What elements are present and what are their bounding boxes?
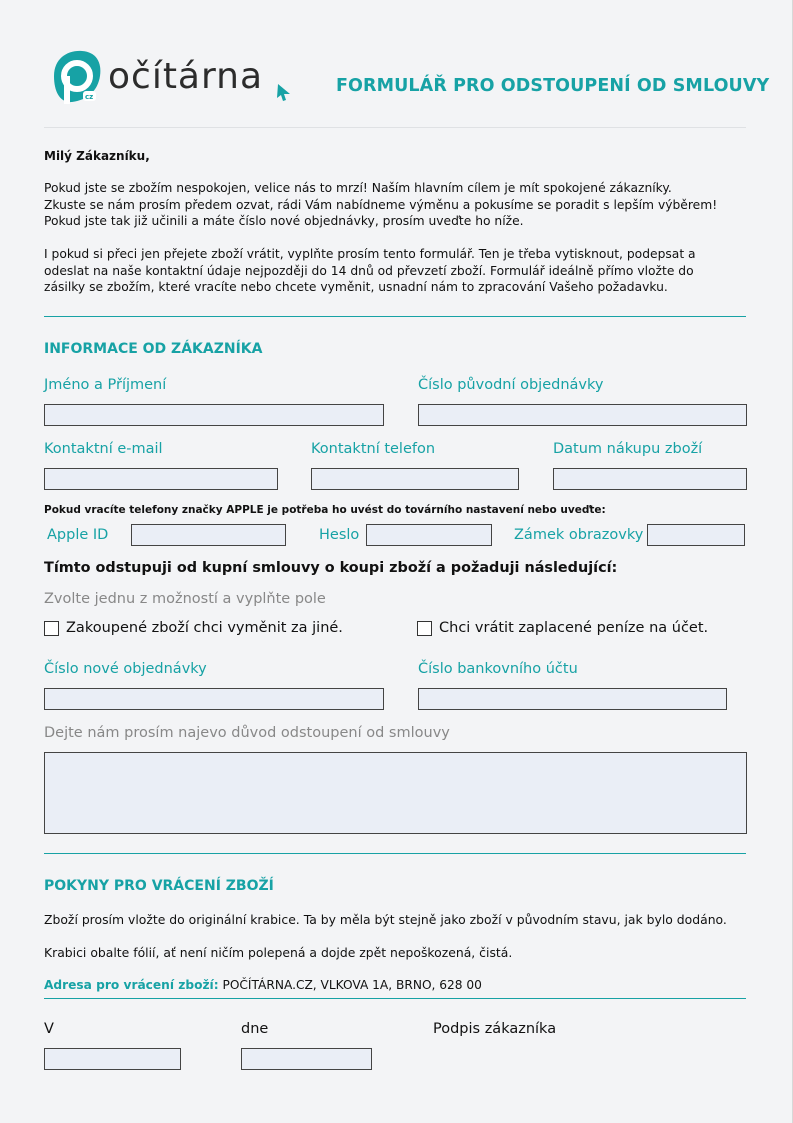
email-input[interactable] bbox=[44, 468, 278, 490]
name-input[interactable] bbox=[44, 404, 384, 426]
instruction-line-1: Zboží prosím vložte do originální krabice. Ta by měla být stejně jako zboží v původním stavu, jak bylo dodáno. bbox=[44, 912, 727, 927]
instruction-line-2: Krabici obalte fólií, ať není ničím polepená a dojde zpět nepoškozená, čistá. bbox=[44, 945, 513, 960]
exchange-checkbox[interactable] bbox=[44, 621, 59, 636]
exchange-label: Zakoupené zboží chci vyměnit za jiné. bbox=[66, 620, 343, 636]
original-order-label: Číslo původní objednávky bbox=[418, 377, 604, 393]
purchase-date-label: Datum nákupu zboží bbox=[553, 441, 703, 457]
bank-account-input[interactable] bbox=[418, 688, 727, 710]
intro-p2-line: zásilky se zbožím, které vracíte nebo chcete vyměnit, usnadní nám to zpracování Vašeho požadavku. bbox=[44, 280, 668, 295]
refund-label: Chci vrátit zaplacené peníze na účet. bbox=[439, 620, 709, 636]
apple-id-input[interactable] bbox=[131, 524, 286, 546]
intro-paragraph-2 bbox=[44, 246, 754, 296]
refund-checkbox[interactable] bbox=[417, 621, 432, 636]
screen-lock-input[interactable] bbox=[647, 524, 745, 546]
section-divider bbox=[44, 853, 746, 854]
intro-p2-line: I pokud si přeci jen přejete zboží vrátit, vyplňte prosím tento formulář. Ten je třeba vytisknout, podepsat a bbox=[44, 247, 696, 261]
return-address-value: POČÍTÁRNA.CZ, VLKOVA 1A, BRNO, 628 00 bbox=[222, 978, 482, 992]
choose-option-hint: Zvolte jednu z možností a vyplňte pole bbox=[44, 591, 326, 607]
name-label: Jméno a Příjmení bbox=[44, 377, 167, 393]
date-input[interactable] bbox=[241, 1048, 372, 1070]
intro-p1-line: Zkuste se nám prosím předem ozvat, rádi Vám nabídneme výměnu a pokusíme se poradit s lepším výběrem! bbox=[44, 197, 718, 212]
withdrawal-statement: Tímto odstupuji od kupní smlouvy o koupi zboží a požaduji následující: bbox=[44, 560, 618, 576]
pocitarna-logo bbox=[50, 46, 295, 108]
section-divider bbox=[44, 316, 746, 317]
return-address-label: Adresa pro vrácení zboží: bbox=[44, 978, 219, 992]
intro-p1-line: Pokud jste tak již učinili a máte číslo nové objednávky, prosím uveďte ho níže. bbox=[44, 214, 524, 229]
new-order-label: Číslo nové objednávky bbox=[44, 661, 207, 677]
header-divider bbox=[44, 127, 746, 128]
section-divider bbox=[44, 998, 746, 999]
bank-account-label: Číslo bankovního účtu bbox=[418, 661, 578, 677]
option-exchange[interactable] bbox=[44, 620, 343, 636]
screen-lock-label: Zámek obrazovky bbox=[514, 527, 644, 543]
phone-label: Kontaktní telefon bbox=[311, 441, 436, 457]
option-refund[interactable] bbox=[417, 620, 708, 636]
intro-paragraph-1 bbox=[44, 180, 754, 230]
password-input[interactable] bbox=[366, 524, 492, 546]
logo-wordmark: očítárna bbox=[108, 56, 264, 97]
signature-label: Podpis zákazníka bbox=[433, 1021, 557, 1037]
intro-p1-line: Pokud jste se zbožím nespokojen, velice nás to mrzí! Naším hlavním cílem je mít spokojené zákazníky. bbox=[44, 181, 672, 195]
customer-section-title: INFORMACE OD ZÁKAZNÍKA bbox=[44, 341, 263, 357]
email-label: Kontaktní e-mail bbox=[44, 441, 163, 457]
new-order-input[interactable] bbox=[44, 688, 384, 710]
reason-textarea[interactable] bbox=[44, 752, 747, 834]
date-label: dne bbox=[241, 1021, 269, 1037]
place-input[interactable] bbox=[44, 1048, 181, 1070]
return-address bbox=[44, 978, 482, 992]
apple-note: Pokud vracíte telefony značky APPLE je potřeba ho uvést do továrního nastavení nebo uveďte: bbox=[44, 504, 606, 516]
reason-label: Dejte nám prosím najevo důvod odstoupení od smlouvy bbox=[44, 725, 450, 741]
password-label: Heslo bbox=[319, 527, 360, 543]
instructions-section-title: POKYNY PRO VRÁCENÍ ZBOŽÍ bbox=[44, 878, 274, 894]
logo-badge: cz bbox=[85, 93, 94, 101]
original-order-input[interactable] bbox=[418, 404, 747, 426]
phone-input[interactable] bbox=[311, 468, 519, 490]
purchase-date-input[interactable] bbox=[553, 468, 747, 490]
document-title: FORMULÁŘ PRO ODSTOUPENÍ OD SMLOUVY bbox=[336, 76, 770, 96]
place-label: V bbox=[44, 1021, 54, 1037]
greeting: Milý Zákazníku, bbox=[44, 149, 150, 163]
apple-id-label: Apple ID bbox=[47, 527, 109, 543]
intro-p2-line: odeslat na naše kontaktní údaje nejpozději do 14 dnů od převzetí zboží. Formulář ideálně přímo vložte do bbox=[44, 263, 694, 278]
